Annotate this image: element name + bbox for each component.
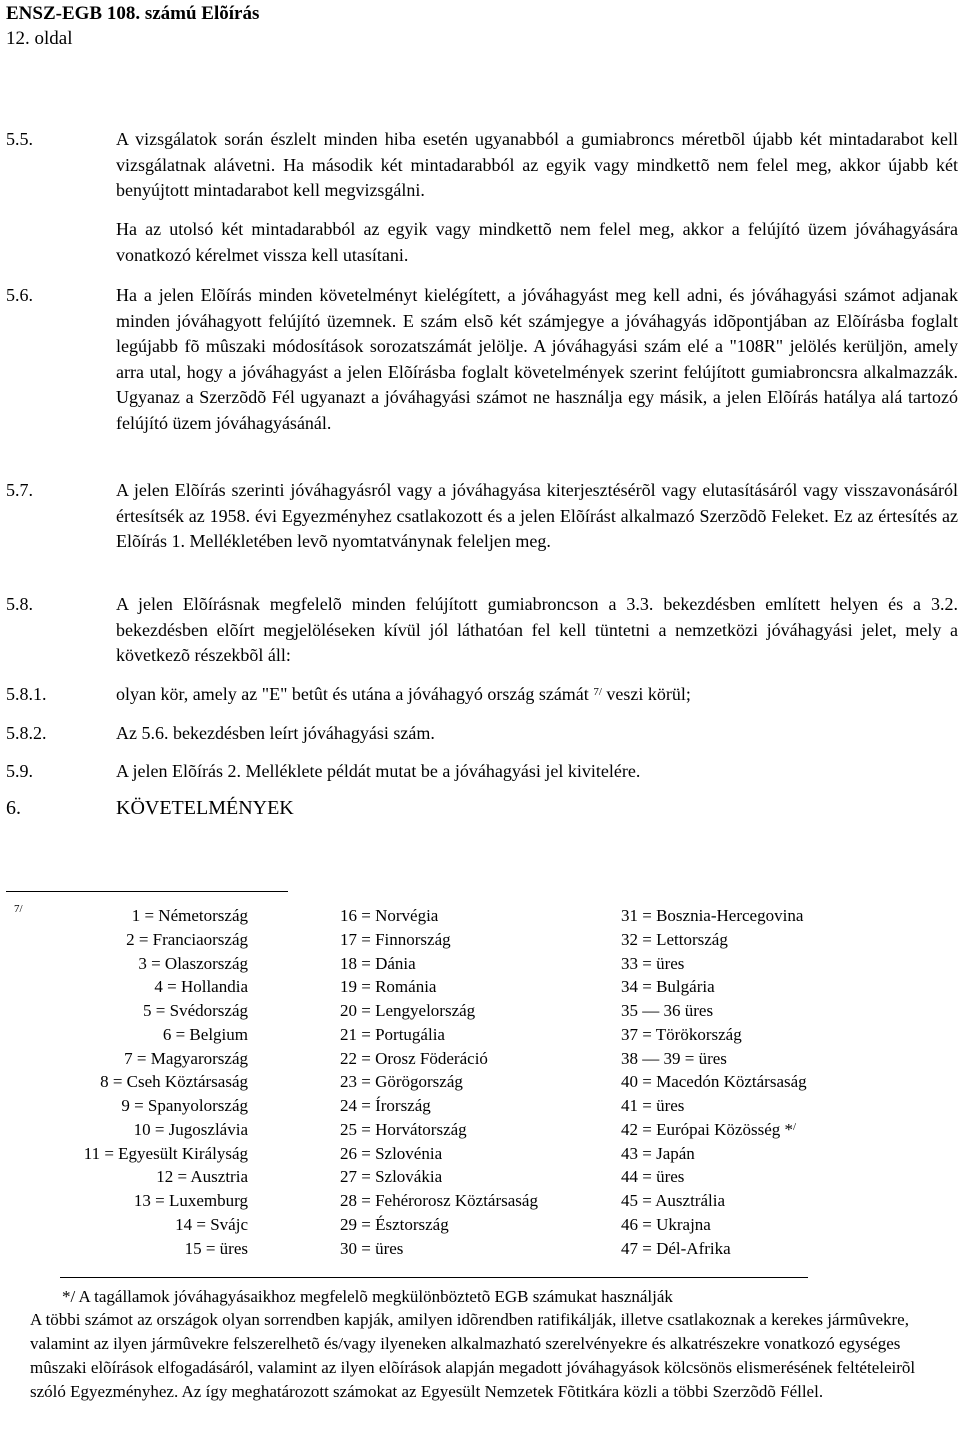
text-part: veszi körül;	[601, 684, 691, 704]
country-code-item	[621, 1213, 941, 1237]
country-code-item	[621, 1047, 941, 1071]
country-code-text: 18 = Dánia	[340, 953, 416, 973]
country-code-text: 7 = Magyarország	[124, 1048, 248, 1068]
country-code-item	[621, 1142, 941, 1166]
country-code-text: 42 = Európai Közösség *	[621, 1119, 794, 1139]
paragraph-text: A jelen Elõírás 2. Melléklete példát mutat be a jóváhagyási jel kivitelére.	[116, 761, 641, 781]
country-code-text: 34 = Bulgária	[621, 977, 715, 997]
country-code-text: 30 = üres	[340, 1238, 404, 1258]
country-code-text: 44 = üres	[621, 1167, 685, 1187]
paragraph-number: 5.8.2.	[6, 723, 47, 743]
country-code-text: 43 = Japán	[621, 1143, 695, 1163]
country-code-text: 19 = Románia	[340, 977, 437, 997]
country-code-item	[340, 1142, 600, 1166]
country-code-item	[621, 1070, 941, 1094]
country-code-text: 32 = Lettország	[621, 929, 728, 949]
country-code-text: 20 = Lengyelország	[340, 1001, 476, 1020]
country-code-item	[621, 1023, 941, 1047]
country-code-item	[58, 1165, 248, 1189]
subnote: */ A tagállamok jóváhagyásaikhoz megfelelõ megkülönböztetõ EGB számukat használják	[62, 1287, 673, 1306]
country-code-text: 12 = Ausztria	[156, 1167, 248, 1187]
country-code-text: 9 = Spanyolország	[121, 1096, 248, 1115]
country-code-item	[340, 1047, 600, 1071]
country-code-item	[340, 1237, 600, 1261]
country-code-item	[58, 999, 248, 1023]
country-code-text: 40 = Macedón Köztársaság	[621, 1072, 807, 1092]
country-code-item	[58, 1070, 248, 1094]
paragraph-text: Ha a jelen Elõírás minden követelményt kielégített, a jóváhagyást meg kell adni, és jóváhagyási számot adjanak minden jóváhagyott felújító üzemnek. E szám elsõ két számjegye a jóváhagyás idõpontjában az Elõírásba foglalt legújabb fõ mûszaki módosítások sorozatszámát jelölje. A jóváhagyási szám elé a "108R" jelölés kerüljön, amely arra utal, hogy a jóváhagyást a jelen Elõírásba foglalt követelmények szerint felújított gumiabroncsra alkalmazzák. Ugyanaz a Szerzõdõ Fél ugyanazt a jóváhagyási számot ne használja egy másik, a jelen Elõírás hatálya alá tartozó felújító üzem jóváhagyásánál.	[116, 285, 958, 433]
country-code-text: 24 = Írország	[340, 1096, 431, 1115]
country-code-item	[58, 1237, 248, 1261]
country-code-text: 4 = Hollandia	[154, 977, 248, 997]
country-code-text: 45 = Ausztrália	[621, 1191, 726, 1210]
country-code-text: 23 = Görögország	[340, 1072, 463, 1092]
country-code-text: 13 = Luxemburg	[133, 1191, 248, 1210]
country-code-text: 33 = üres	[621, 953, 685, 973]
country-code-text: 17 = Finnország	[340, 929, 451, 949]
paragraph-text: A jelen Elõírás szerinti jóváhagyásról vagy a jóváhagyása kiterjesztésérõl vagy elutasításáról vagy visszavonásáról értesítsék az 1958. évi Egyezményhez csatlakozott és a jelen Elõírást alkalmazó Szerzõdõ Feleket. Ez az értesítés az Elõírás 1. Mellékletében levõ nyomtatványnak feleljen meg.	[116, 480, 958, 551]
country-code-item	[340, 1023, 600, 1047]
footnote-reference: 7/	[593, 686, 602, 698]
country-code-text: 11 = Egyesült Királyság	[83, 1143, 248, 1163]
country-code-item	[621, 904, 941, 928]
paragraph-5-8-1	[6, 682, 958, 708]
country-code-text: 16 = Norvégia	[340, 906, 439, 925]
paragraph-5-8	[6, 592, 958, 669]
country-list-column-2	[340, 904, 600, 1260]
country-code-text: 14 = Svájc	[175, 1214, 248, 1234]
country-code-item	[340, 1165, 600, 1189]
country-code-text: 46 = Ukrajna	[621, 1214, 711, 1234]
country-code-text: 21 = Portugália	[340, 1024, 445, 1044]
country-code-item	[58, 975, 248, 999]
country-list-column-1	[58, 904, 248, 1260]
paragraph-5-5-continuation: Ha az utolsó két mintadarabból az egyik vagy mindkettõ nem felel meg, akkor a felújító üzem jóváhagyására vonatkozó kérelmet vissza kell utasítani.	[116, 219, 958, 265]
country-code-text: 2 = Franciaország	[126, 929, 248, 949]
country-code-text: 35 — 36 üres	[621, 1001, 714, 1020]
country-code-item	[58, 928, 248, 952]
country-code-item	[58, 1047, 248, 1071]
footnote-reference: /	[793, 1120, 797, 1133]
country-code-item	[340, 904, 600, 928]
country-code-text: 31 = Bosznia-Hercegovina	[621, 906, 804, 925]
country-code-text: 25 = Horvátország	[340, 1119, 467, 1139]
paragraph-number: 5.5.	[6, 129, 33, 149]
paragraph-5-5	[6, 127, 958, 204]
country-code-item	[340, 1094, 600, 1118]
country-list-column-3	[621, 904, 941, 1260]
country-code-item	[58, 1142, 248, 1166]
paragraph-5-6	[6, 283, 958, 436]
country-code-item	[340, 1189, 600, 1213]
country-code-item	[340, 928, 600, 952]
paragraph-5-9	[6, 759, 958, 785]
page-number: 12. oldal	[6, 28, 73, 49]
country-code-item	[621, 1118, 941, 1142]
section-title: KÖVETELMÉNYEK	[116, 797, 294, 819]
country-code-text: 22 = Orosz Föderáció	[340, 1048, 488, 1068]
country-code-text: 27 = Szlovákia	[340, 1167, 443, 1187]
country-code-text: 1 = Németország	[131, 906, 248, 925]
country-code-item	[621, 1094, 941, 1118]
country-code-item	[58, 1023, 248, 1047]
paragraph-text: Az 5.6. bekezdésben leírt jóváhagyási szám.	[116, 723, 435, 743]
country-code-text: 5 = Svédország	[143, 1001, 248, 1020]
paragraph-number: 5.6.	[6, 285, 33, 305]
paragraph-number: 5.7.	[6, 480, 33, 500]
paragraph-text: A vizsgálatok során észlelt minden hiba esetén ugyanabból a gumiabroncs méretbõl újabb két mintadarabot kell vizsgálatnak alávetni. Ha második két mintadarabból az egyik vagy mindkettõ nem felel meg, akkor újabb két benyújtott mintadarabot kell megvizsgálni.	[116, 129, 958, 200]
country-code-item	[58, 1189, 248, 1213]
footnote-separator	[6, 891, 288, 892]
country-code-item	[340, 999, 600, 1023]
country-code-item	[58, 1094, 248, 1118]
country-code-item	[621, 975, 941, 999]
country-code-text: 6 = Belgium	[162, 1024, 248, 1044]
country-code-item	[58, 1213, 248, 1237]
country-code-text: 41 = üres	[621, 1096, 685, 1115]
country-code-text: 3 = Olaszország	[138, 953, 248, 973]
country-code-text: 10 = Jugoszlávia	[133, 1119, 248, 1139]
paragraph-number: 5.8.1.	[6, 684, 47, 704]
country-code-item	[621, 1237, 941, 1261]
country-code-text: 28 = Fehérorosz Köztársaság	[340, 1191, 538, 1210]
country-code-text: 37 = Törökország	[621, 1024, 742, 1044]
country-code-item	[621, 1165, 941, 1189]
country-code-item	[340, 952, 600, 976]
country-code-text: 8 = Cseh Köztársaság	[100, 1072, 248, 1092]
footnote-tail-text: A többi számot az országok olyan sorrendben kapják, amilyen idõrendben ratifikálják, illetve csatlakoznak a kerekes jármûvekre, valamint az ilyen jármûvekre felszerelhetõ és/vagy ilyeneken alkalmazható szerelvényekre és alkatrészekre vonatkozó egységes mûszaki elõírások elfogadásáról, valamint az ilyen elõírások alapján megadott jóváhagyások kölcsönös elismerésének feltételeirõl szóló Egyezményhez. Az így meghatározott számokat az Egyesült Nemzetek Fõtitkára közli a többi Szerzõdõ Féllel.	[30, 1310, 916, 1401]
paragraph-text: A jelen Elõírásnak megfelelõ minden felújított gumiabroncson a 3.3. bekezdésben említett helyen és a 3.2. bekezdésben elõírt megjelöléseken kívül jól láthatóan fel kell tüntetni a nemzetközi jóváhagyási jelet, mely a következõ részekbõl áll:	[116, 594, 958, 665]
country-code-text: 29 = Észtország	[340, 1214, 449, 1234]
country-code-item	[621, 999, 941, 1023]
paragraph-text	[116, 682, 958, 708]
country-code-text: 38 — 39 = üres	[621, 1048, 727, 1068]
country-code-item	[58, 904, 248, 928]
document-title: ENSZ-EGB 108. számú Elõírás	[6, 3, 260, 24]
country-code-item	[58, 1118, 248, 1142]
section-number: 6.	[6, 797, 21, 819]
country-code-text: 15 = üres	[184, 1238, 248, 1258]
country-code-text: 26 = Szlovénia	[340, 1143, 443, 1163]
country-code-item	[340, 1070, 600, 1094]
country-code-text: 47 = Dél-Afrika	[621, 1238, 731, 1258]
subnote-separator	[60, 1277, 808, 1278]
paragraph-number: 5.8.	[6, 594, 33, 614]
country-code-item	[340, 1118, 600, 1142]
country-code-item	[58, 952, 248, 976]
country-code-item	[621, 952, 941, 976]
paragraph-number: 5.9.	[6, 761, 33, 781]
paragraph-5-7	[6, 478, 958, 555]
country-code-item	[340, 975, 600, 999]
paragraph-5-8-2	[6, 721, 958, 747]
country-code-item	[621, 928, 941, 952]
country-code-item	[340, 1213, 600, 1237]
text-part: olyan kör, amely az "E" betût és utána a jóváhagyó ország számát	[116, 684, 594, 704]
footnote-marker: 7/	[14, 903, 23, 915]
country-code-item	[621, 1189, 941, 1213]
section-6-heading	[6, 796, 958, 822]
